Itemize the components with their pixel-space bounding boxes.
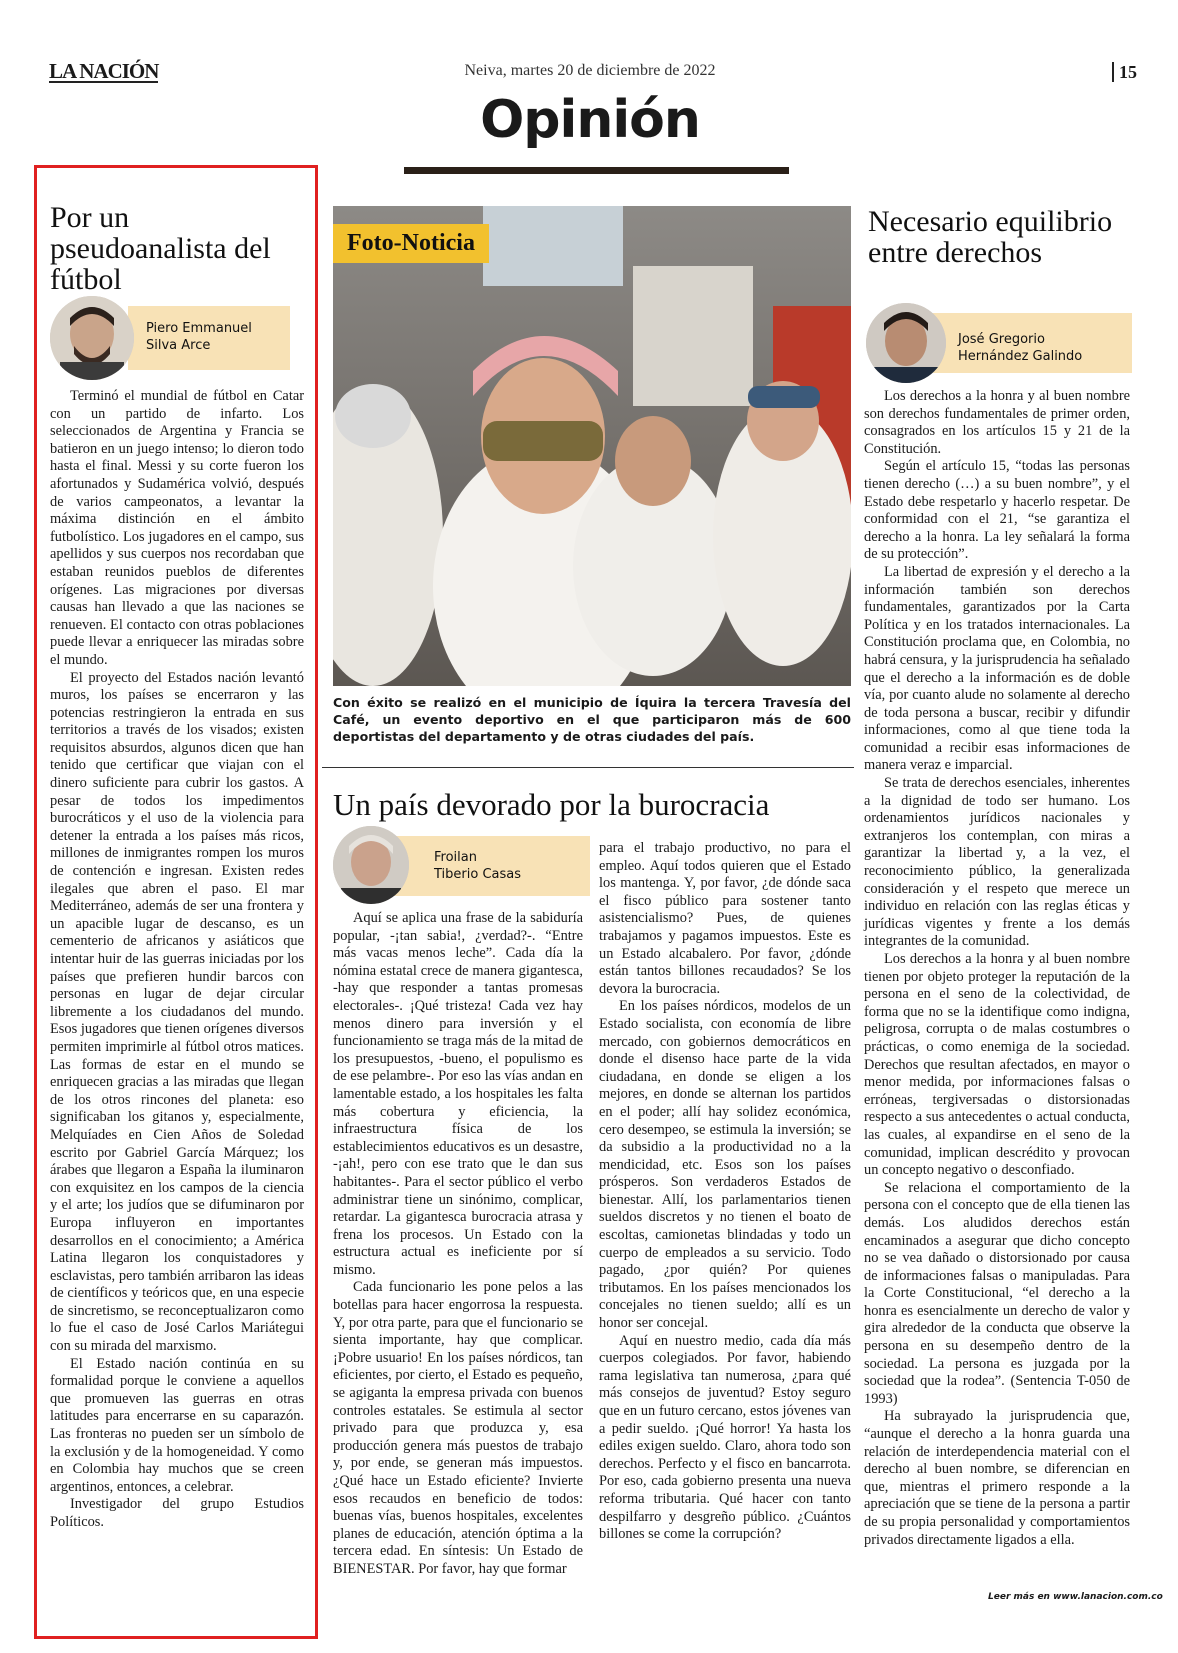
paragraph: Se relaciona el comportamiento de la persona con el concepto que de ella tienen las demás. Los aludidos derechos están encaminados a asegurar que dicho concepto no se vea dañado o distorsionado por causa de informaciones falsas o manipuladas. Para la Corte Constitucional, “el derecho a la honra es esencialmente un derecho de valor y gira alrededor de la conducta que observe la persona en su desempeño dentro de la sociedad. La persona es juzgada por la sociedad que la rodea”. (Sentencia T-050 de 1993) (864, 1179, 1130, 1407)
author-avatar (50, 296, 134, 380)
paragraph: Ha subrayado la jurisprudencia que, “aunque el derecho a la honra guarda una relación de interdependencia material con el derecho al buen nombre, se diferencian en que, mientras el primero responde a la apreciación que se tiene de la persona a partir de su propia personalidad y comportamientos privados directamente ligados a ella. (864, 1408, 1130, 1548)
paragraph: En los países nórdicos, modelos de un Estado socialista, con economía de libre mercado, con gobiernos democráticos en donde el disenso hace parte de la vida ciudadana, en donde se eligen a los mejores, en donde se alternan los partidos en el poder; allí hay solidez económica, cero desempeo, se estimula la inversión; se da subsidio a la productividad no a la mendicidad, etc. Esos son los países prósperos. Son verdaderos Estados de bienestar. Allí, los parlamentarios tienen sueldos discretos y no tienen el boato de escoltas, camionetas blindadas y todo un cuerpo de empleados a su servicio. Todo pagado, ¿por quién? Por quienes tributamos. En los países mencionados los concejales no tienen sueldo; allí es un honor ser concejal. (599, 998, 851, 1332)
center-article-headline: Un país devorado por la burocracia (333, 787, 770, 822)
photo-news-image (333, 206, 851, 686)
paragraph: El Estado nación continúa en su formalidad porque le conviene a aquellos que promueven las guerras en otras latitudes para encerrarse en su caparazón. Las fronteras no pueden ser un símbolo de la exclusión y de la homogeneidad. Y como en Colombia hay muchos que se creen argentinos, entonces, a celebrar. (50, 1355, 304, 1495)
author-avatar (333, 826, 409, 904)
paragraph: Los derechos a la honra y al buen nombre son derechos fundamentales de primer orden, consagrados en los artículos 15 y 21 de la Constitución. (864, 388, 1130, 457)
author-name-line: Froilan (434, 850, 477, 865)
paragraph: Cada funcionario les pone pelos a las botellas para hacer engorrosa la respuesta. Y, por otra parte, para que el funcionario se sienta importante, hay que complicar. ¡Pobre usuario! En los países nórdicos, tan eficientes, por cierto, el Estado es pequeño, se agiganta la empresa privada con buenos controles estatales. Se estimula al sector privado para que produzca y, esa producción genera más puestos de trabajo y, por ende, se generan más impuestos. ¿Qué hace un Estado eficiente? Invierte esos recaudos en beneficio de todos: buenas vías, buenos hospitales, excelentes planes de educación, atención óptima a la tercera edad. En síntesis: Un Estado de BIENESTAR. Por favor, hay que formar (333, 1279, 583, 1577)
paragraph: La libertad de expresión y el derecho a la información también son derechos fundamentales, garantizados por la Carta Política y en los tratados internacionales. La Constitución proclama que, en Colombia, no habrá censura, y la jurisprudencia ha señalado que el derecho a la información es de doble vía, por cuanto alude no solamente al derecho de toda persona a buscar, recibir y difundir informaciones, como al que tiene toda la comunidad a recibir esas informaciones de manera veraz e imparcial. (864, 563, 1130, 774)
left-author-box (128, 306, 290, 370)
paragraph: Se trata de derechos esenciales, inherentes a la dignidad de todo ser humano. Los ordenamientos jurídicos nacionales y extranjeros los contemplan, con miras a garantizar la libertad y, a la vez, el reconocimiento público, la generalizada consideración y el respeto que merece un individuo en relación con las reglas éticas y jurídicas vigentes y frente a los demás integrantes de la comunidad. (864, 775, 1130, 950)
page-number: 15 (1112, 62, 1137, 82)
paragraph: Investigador del grupo Estudios Políticos. (50, 1496, 304, 1530)
center-author-box (392, 836, 590, 896)
author-name-line: Piero Emmanuel (146, 321, 252, 336)
author-avatar (866, 303, 946, 383)
right-article-body (864, 388, 1130, 1549)
masthead-logo: LA NACIÓN (49, 59, 159, 83)
right-article-headline: Necesario equilibrio entre derechos (868, 205, 1113, 269)
author-name-line: Silva Arce (146, 338, 211, 353)
divider (322, 767, 854, 768)
paragraph: Terminó el mundial de fútbol en Catar con un partido de infarto. Los seleccionados de Argentina y Francia se batieron en un juego intenso; lo dieron todo hasta el final. Messi y su corte fueron los afortunados y Sudamérica volvió, después de varios campeonatos, a levantar la máxima distinción en el ámbito futbolístico. Los jugadores en el campo, sus apellidos y sus cuerpos nos recordaban que estaban reunidos pueblos de diferentes orígenes. Las migraciones por diversas causas han llevado a que las naciones se renueven. El contacto con otras poblaciones puede llevar a enriquecer las miradas sobre el mundo. (50, 388, 304, 668)
author-name-line: Tiberio Casas (434, 867, 522, 882)
paragraph: Los derechos a la honra y al buen nombre tienen por objeto proteger la reputación de la persona en el seno de la colectividad, de forma que no se la identifique como indigna, peligrosa, corrupta o de malas costumbres o prácticas, o como enemiga de la sociedad. Derechos que resultan afectados, en mayor o menor medida, por informaciones falsas o erróneas, tergiversadas o distorsionadas respecto a sus antecedentes o actual conducta, las cuales, al expandirse en el seno de la comunidad, implican descrédito y provocan un concepto negativo o desconfiado. (864, 951, 1130, 1179)
photo-caption: Con éxito se realizó en el municipio de Íquira la tercera Travesía del Café, un evento deportivo en el que participaron más de 600 deportistas del departamento y de otras ciudades del país. (333, 695, 851, 744)
photo-news-tag: Foto-Noticia (333, 224, 489, 263)
paragraph: para el trabajo productivo, no para el empleo. Aquí todos quieren que el Estado los mantenga. Y, por favor, ¿de dónde saca el fisco público para sostener tanto asistencialismo? Pues, de quienes trabajamos y pagamos impuestos. Este es un Estado alcabalero. Por favor, ¿dónde están tantos billones recaudados? Se los devora la burocracia. (599, 840, 851, 997)
section-title: Opinión (480, 90, 700, 150)
center-article-col1 (333, 910, 583, 1579)
left-article-headline: Por un pseudoanalista del fútbol (50, 201, 271, 296)
read-more-link[interactable]: Leer más en www.lanacion.com.co (988, 1592, 1163, 1602)
author-name-line: Hernández Galindo (958, 349, 1083, 364)
author-name-line: José Gregorio (958, 332, 1045, 347)
center-article-col2 (599, 840, 851, 1544)
section-rule (404, 167, 789, 174)
paragraph: Según el artículo 15, “todas las personas tienen derecho (…) a su buen nombre”, y el Estado debe respetarlo y hacerlo respetar. De conformidad con el 21, “se garantiza el derecho a la honra. La ley señalará la forma de su protección”. (864, 458, 1130, 563)
paragraph: Aquí en nuestro medio, cada día más cuerpos colegiados. Por favor, habiendo rama legislativa tan numerosa, ¿para qué más consejos de juventud? Estoy seguro que en un futuro cercano, estos jóvenes van a pedir sueldo. ¡Qué horror! Ya hasta los ediles exigen sueldo. Claro, ahora todo son derechos. Perfecto y el fisco en bancarrota. Por eso, cada gobierno presenta una nueva reforma tributaria. Qué hacer con tanto despilfarro y desgreño público. ¿Cuántos billones se come la corrupción? (599, 1332, 851, 1543)
paragraph: Aquí se aplica una frase de la sabiduría popular, -¡tan sabia!, ¿verdad?-. “Entre más vacas menos leche”. Cada día la nómina estatal crece de manera gigantesca, -hay que responder a tantas promesas electorales-. ¡Qué tristeza! Cada vez hay menos dinero para inversión y el funcionamiento se traga más de la mitad de los presupuestos, -bueno, el populismo es de ese pelambre-. Por eso las vías andan en lamentable estado, a los hospitales les falta más cobertura y eficiencia, la infraestructura física de los establecimientos educativos es un desastre, -¡ah!, pero con ese trato que le dan sus habitantes-. Para el sector público el verbo administrar tiene un sinónimo, complicar, retardar. La gigantesca burocracia atrasa y frena los procesos. Un Estado con la estructura actual es ineficiente por sí mismo. (333, 910, 583, 1278)
right-author-box (928, 313, 1132, 373)
dateline: Neiva, martes 20 de diciembre de 2022 (464, 62, 716, 79)
left-article-body (50, 388, 304, 1532)
paragraph: El proyecto del Estados nación levantó muros, los países se encerraron y las potencias restringieron la entrada en sus territorios a través de los visados; existen requisitos absurdos, algunos dicen que han tenido que certificar que viajan con el dinero suficiente para cubrir los gastos. A pesar de todos los impedimentos burocráticos y el uso de la violencia para detener la entrada a los países más ricos, millones de inmigrantes rompen los muros de contención e ingresan. Existen redes ilegales que abren el paso. El mar Mediterráneo, además de ser una frontera y un apacible lugar de descanso, es un cementerio de africanos y asiáticos que intentar huir de las guerras iniciadas por los países que prefieren hundir barcos con personas en lugar de dejar circular libremente a los ciudadanos del mundo. Esos jugadores que tienen orígenes diversos permiten imprimirle al fútbol otros matices. Las formas de estar en el mundo se enriquecen gracias a las miradas que llegan de los otros rincones del planeta: eso significaban los gitanos y, especialmente, Melquíades en Cien Años de Soledad escrito por Gabriel García Márquez; los árabes que llegaron a España la iluminaron con exquisitez en los campos de la ciencia y el arte; los judíos que se difuminaron por Europa influyeron en importantes desarrollos en el conocimiento; a América Latina llegaron los conquistadores y esclavistas, pero también arribaron las ideas de científicos y teóricos que, en una especie de sincretismo, se reconceptualizaron como lo fue el caso de José Carlos Mariátegui con su mirada del marxismo. (50, 669, 304, 1355)
